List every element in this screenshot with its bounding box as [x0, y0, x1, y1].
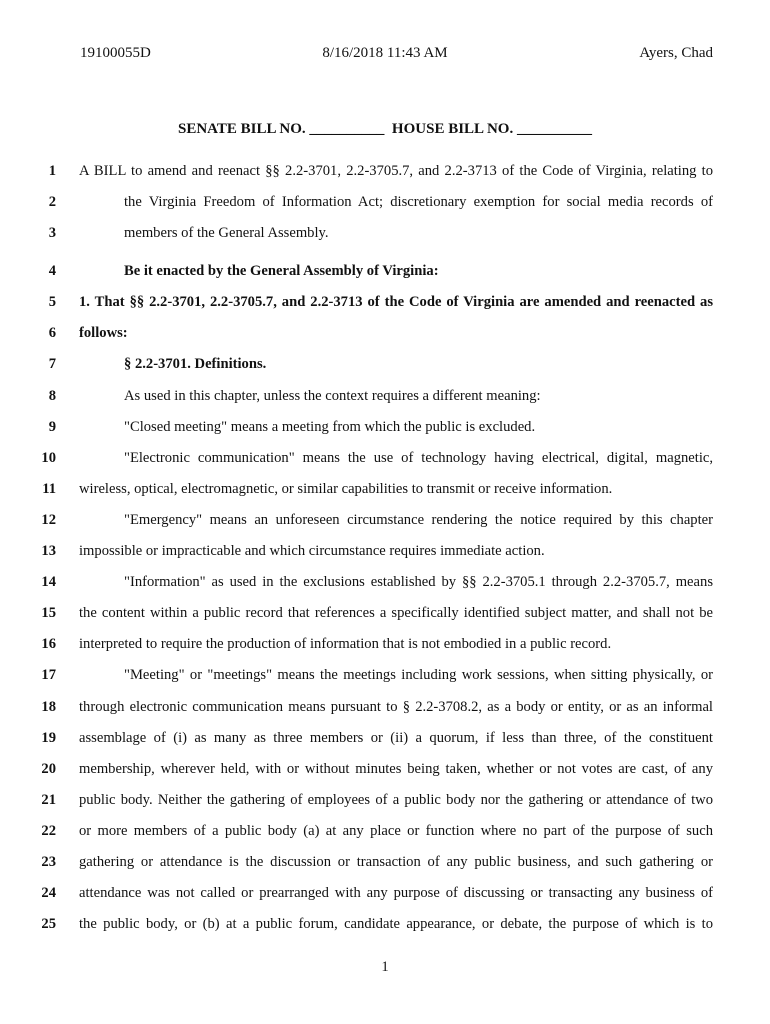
bill-body	[0, 159, 770, 943]
line-number: 12	[41, 511, 56, 528]
line-number: 7	[48, 356, 56, 373]
numbered-line	[0, 384, 770, 415]
page-number: 1	[381, 959, 389, 975]
line-text: interpreted to require the production of information that is not embodied in a public record.	[79, 636, 612, 653]
line-text: or more members of a public body (a) at any place or function where no part of the purpose of such	[79, 822, 713, 839]
line-number: 6	[48, 325, 56, 342]
document-datetime: 8/16/2018 11:43 AM	[322, 45, 448, 61]
bill-title: SENATE BILL NO. __________ HOUSE BILL NO. __________	[178, 121, 592, 137]
line-number: 16	[41, 636, 56, 653]
line-number: 4	[48, 263, 56, 280]
numbered-line	[0, 912, 770, 943]
line-text: members of the General Assembly.	[124, 225, 329, 242]
numbered-line	[0, 726, 770, 757]
line-text: through electronic communication means pursuant to § 2.2-3708.2, as a body or entity, or as an informal	[79, 698, 713, 715]
line-number: 24	[41, 885, 56, 902]
numbered-line	[0, 159, 770, 190]
line-text: attendance was not called or prearranged with any purpose of discussing or transacting any business of	[79, 885, 713, 902]
line-text: "Meeting" or "meetings" means the meetings including work sessions, when sitting physically, or	[124, 667, 713, 684]
numbered-line	[0, 788, 770, 819]
numbered-line	[0, 477, 770, 508]
line-number: 9	[48, 418, 56, 435]
numbered-line	[0, 221, 770, 259]
numbered-line	[0, 850, 770, 881]
line-number: 18	[41, 698, 56, 715]
line-number: 14	[41, 574, 56, 591]
line-number: 17	[41, 667, 56, 684]
numbered-line	[0, 601, 770, 632]
numbered-line	[0, 663, 770, 694]
line-text: the Virginia Freedom of Information Act; discretionary exemption for social media records of	[124, 194, 713, 211]
line-number: 25	[41, 916, 56, 933]
numbered-line	[0, 695, 770, 726]
numbered-line	[0, 539, 770, 570]
line-text: "Electronic communication" means the use of technology having electrical, digital, magnetic,	[124, 449, 713, 466]
line-number: 13	[41, 543, 56, 560]
line-text: wireless, optical, electromagnetic, or similar capabilities to transmit or receive information.	[79, 480, 613, 497]
section-heading: § 2.2-3701. Definitions.	[124, 356, 267, 373]
line-number: 10	[41, 449, 56, 466]
document-header	[0, 45, 770, 67]
line-text: 1. That §§ 2.2-3701, 2.2-3705.7, and 2.2-3713 of the Code of Virginia are amended and reenacted as	[79, 294, 713, 311]
line-number: 22	[41, 822, 56, 839]
line-text: impossible or impracticable and which circumstance requires immediate action.	[79, 543, 545, 560]
numbered-line	[0, 570, 770, 601]
numbered-line	[0, 352, 770, 383]
line-number: 21	[41, 791, 56, 808]
line-text: "Information" as used in the exclusions established by §§ 2.2-3705.1 through 2.2-3705.7, means	[124, 574, 713, 591]
line-text: A BILL to amend and reenact §§ 2.2-3701, 2.2-3705.7, and 2.2-3713 of the Code of Virginia, relating to	[79, 163, 713, 179]
numbered-line	[0, 259, 770, 290]
line-number: 23	[41, 853, 56, 870]
line-text: public body. Neither the gathering of employees of a public body nor the gathering or attendance of two	[79, 791, 713, 808]
line-text: "Closed meeting" means a meeting from which the public is excluded.	[124, 418, 536, 435]
enacting-clause: Be it enacted by the General Assembly of Virginia:	[124, 263, 439, 280]
line-number: 2	[48, 194, 56, 211]
numbered-line	[0, 632, 770, 663]
line-number: 20	[41, 760, 56, 777]
numbered-line	[0, 290, 770, 321]
line-number: 3	[48, 225, 56, 242]
numbered-line	[0, 321, 770, 352]
numbered-line	[0, 819, 770, 850]
document-id: 19100055D	[80, 45, 151, 61]
document-author: Ayers, Chad	[639, 45, 713, 61]
numbered-line	[0, 415, 770, 446]
line-number: 11	[42, 480, 56, 497]
line-number: 8	[48, 387, 56, 404]
line-text: the public body, or (b) at a public forum, candidate appearance, or debate, the purpose of which is to	[79, 916, 713, 933]
line-number: 15	[41, 605, 56, 622]
numbered-line	[0, 190, 770, 221]
line-number: 5	[48, 294, 56, 311]
line-number: 19	[41, 729, 56, 746]
line-number: 1	[48, 163, 56, 179]
numbered-line	[0, 446, 770, 477]
line-text: assemblage of (i) as many as three members or (ii) a quorum, if less than three, of the constituent	[79, 729, 713, 746]
line-text: "Emergency" means an unforeseen circumstance rendering the notice required by this chapter	[124, 511, 713, 528]
line-text: As used in this chapter, unless the context requires a different meaning:	[124, 387, 541, 404]
line-text: the content within a public record that references a specifically identified subject matter, and shall not be	[79, 605, 713, 622]
line-text: membership, wherever held, with or without minutes being taken, whether or not votes are cast, of any	[79, 760, 713, 777]
numbered-line	[0, 508, 770, 539]
line-text: follows:	[79, 325, 128, 342]
numbered-line	[0, 757, 770, 788]
numbered-line	[0, 881, 770, 912]
line-text: gathering or attendance is the discussion or transaction of any public business, and such gathering or	[79, 853, 713, 870]
